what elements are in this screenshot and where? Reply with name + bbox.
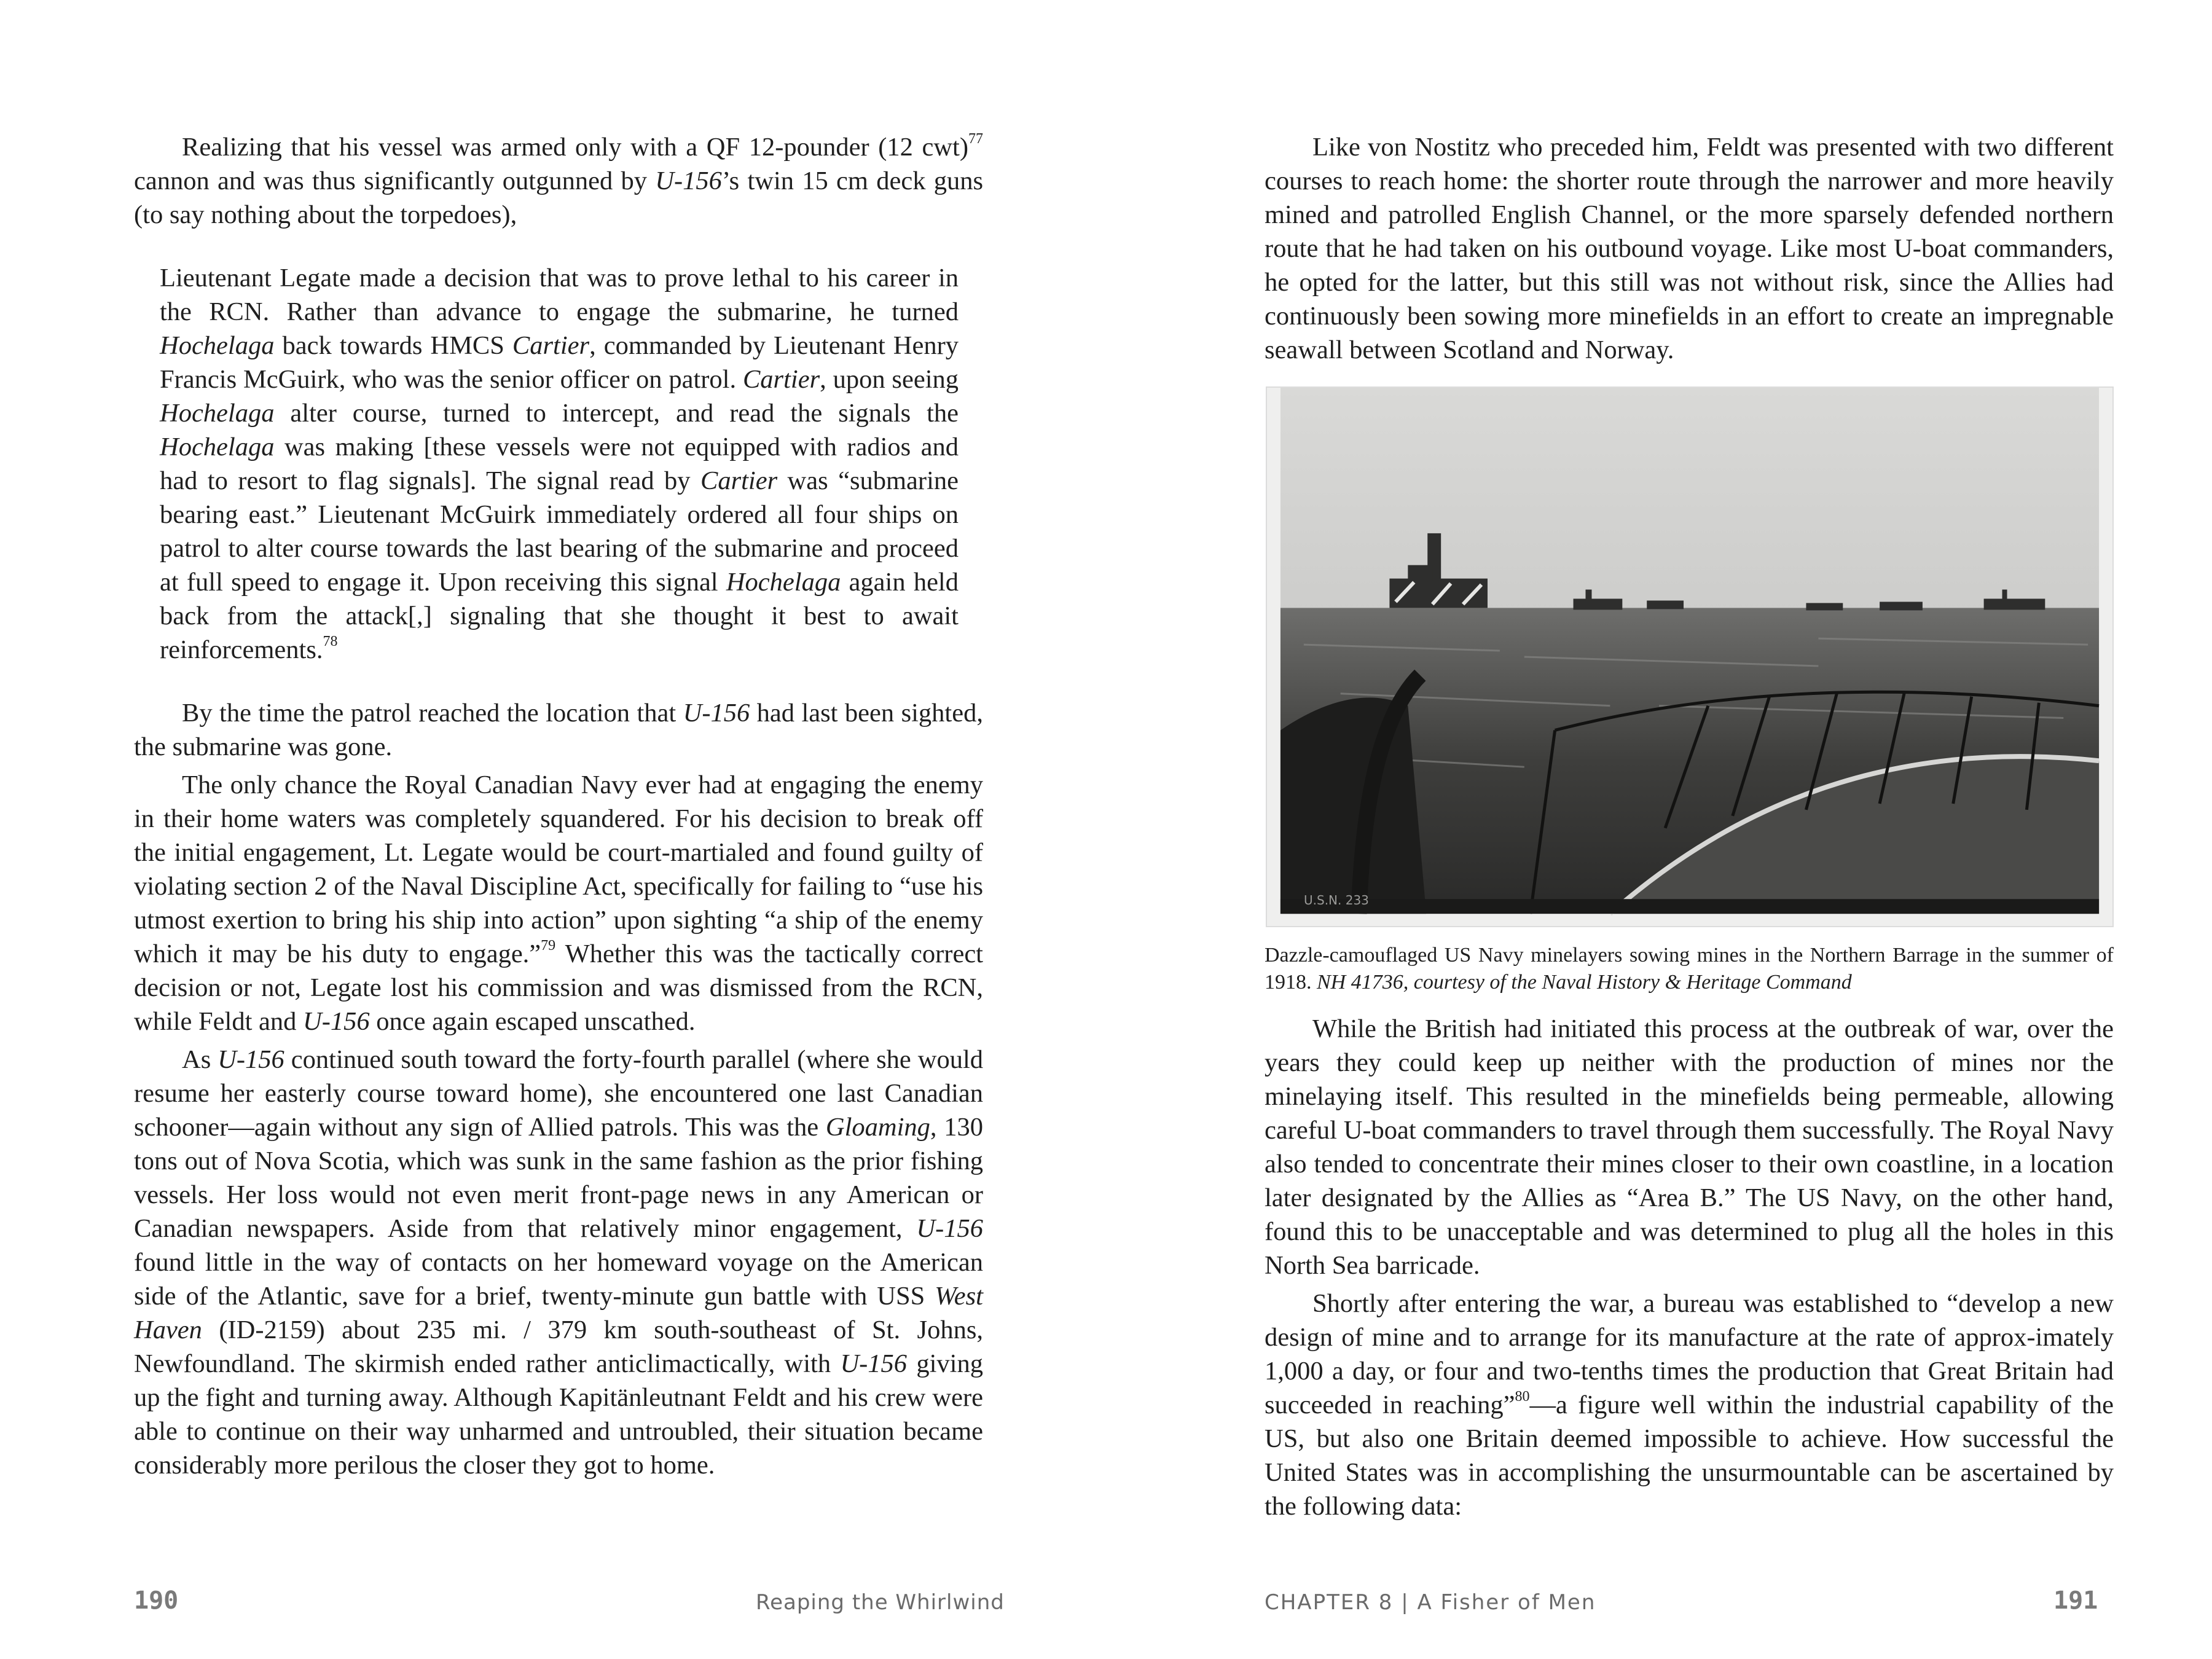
italic-text: Cartier (700, 466, 778, 495)
paragraph-r1: Like von Nostitz who preceded him, Feldt was presented with two different courses to reach home: the shorter route through the narrower and more heavily mined and patrolled English Channel, or the more sparsely defended northern route that he had taken on his outbound voyage. Like most U-boat commanders, he opted for the latter, but this still was not without risk, since the Allies had continuously been sowing more minefields in an effort to create an impregnable seawall between Scotland and Norway. (1265, 133, 2114, 364)
page-number-right: 191 (2053, 1586, 2098, 1615)
left-paragraphs-after (134, 696, 983, 1482)
left-text-column (134, 130, 983, 1486)
footnote-marker: 78 (323, 633, 338, 649)
paragraph-l4: As U-156 continued south toward the forty-fourth parallel (where she would resume her easterly course toward home), she encountered one last Canadian schooner—again without any sign of Allied patrols. This was the Gloaming, 130 tons out of Nova Scotia, which was sunk in the same fashion as the prior fishing vessels. Her loss would not even merit front-page news in any American or Canadian newspapers. Aside from that relatively minor engagement, U-156 found little in the way of contacts on her homeward voyage on the American side of the Atlantic, save for a brief, twenty-minute gun battle with USS West Haven (ID-2159) about 235 mi. / 379 km south-southeast of St. Johns, Newfoundland. The skirmish ended rather anticlimactically, with U-156 giving up the fight and turning away. Although Kapitänleutnant Feldt and his crew were able to continue on their way unharmed and untroubled, their situation became considerably more perilous the closer they got to home. (134, 1045, 984, 1480)
footnote-marker: 79 (541, 938, 556, 954)
footnote-marker: 77 (968, 131, 983, 147)
italic-text: U-156 (303, 1007, 370, 1036)
right-paragraphs-after (1265, 1012, 2114, 1523)
italic-text: Hochelaga (160, 331, 275, 360)
running-head-right: CHAPTER 8 | A Fisher of Men (1265, 1590, 1596, 1615)
right-paragraphs-before (1265, 130, 2114, 367)
minelayers-photograph (1266, 386, 2114, 927)
italic-text: U-156 (218, 1045, 284, 1074)
italic-text: U-156 (655, 167, 722, 195)
italic-text: NH 41736, courtesy of the Naval History & Heritage Command (1317, 971, 1852, 994)
italic-text: Hochelaga (160, 433, 275, 461)
left-paragraphs-before (134, 130, 983, 232)
italic-text: U-156 (683, 699, 750, 728)
paragraph-l1: Realizing that his vessel was armed only with a QF 12-pounder (12 cwt)$^{77}$ cannon and was thus significantly outgunned by U-156’s twin 15 cm deck guns (to say nothing about the torpedoes), (134, 131, 984, 229)
paragraph-r2: While the British had initiated this process at the outbreak of war, over the years they could keep up neither with the production of mines nor the minelaying itself. This resulted in the minefields being permeable, allowing careful U-boat commanders to travel through them successfully. The Royal Navy also tended to concentrate their mines closer to their own coastline, in a location later designated by the Allies as “Area B.” The US Navy, on the other hand, found this to be unacceptable and was determined to plug all the holes in this North Sea barricade. (1265, 1014, 2114, 1280)
italic-text: Gloaming (825, 1113, 930, 1142)
page-number-left: 190 (134, 1586, 179, 1615)
italic-text: Cartier (512, 331, 590, 360)
right-page (1106, 0, 2212, 1659)
italic-text: Cartier (742, 365, 820, 394)
photograph-icon (1267, 388, 2112, 926)
italic-text: Hochelaga (160, 399, 275, 428)
italic-text: West Haven (134, 1282, 983, 1344)
photo-caption: Dazzle-camouflaged US Navy minelayers sowing mines in the Northern Barrage in the summer of 1918. NH 41736, courtesy of the Naval History & Heritage Command (1265, 944, 2114, 994)
block-quote-text: Lieutenant Legate made a decision that was to prove lethal to his career in the RCN. Rather than advance to engage the submarine, he turned Hochelaga back towards HMCS Cartier, commanded by Lieutenant Henry Francis McGuirk, who was the senior officer on patrol. Cartier, upon seeing Hochelaga alter course, turned to intercept, and read the signals the Hochelaga was making [these vessels were not equipped with radios and had to resort to flag signals]. The signal read by Cartier was “submarine bearing east.” Lieutenant McGuirk immediately ordered all four ships on patrol to alter course towards the last bearing of the submarine and proceed at full speed to engage it. Upon receiving this signal Hochelaga again held back from the attack[,] signaling that she thought it best to await reinforcements.$^{78}$ (160, 264, 959, 664)
running-head-left: Reaping the Whirlwind (756, 1590, 1005, 1615)
paragraph-l2: By the time the patrol reached the location that U-156 had last been sighted, the submarine was gone. (134, 699, 983, 761)
right-text-column (1265, 130, 2114, 1528)
italic-text: U-156 (840, 1349, 908, 1378)
paragraph-r3: Shortly after entering the war, a bureau was established to “develop a new design of mine and to arrange for its manufacture at the rate of approx-imately 1,000 a day, or four and two-tenths times the production that Great Britain had succeeded in reaching”$^{80}$—a figure well within the industrial capability of the US, but also one Britain deemed impossible to achieve. How successful the United States was in accomplishing the unsurmountable can be ascertained by the following data: (1265, 1289, 2114, 1521)
footnote-marker: 80 (1515, 1389, 1530, 1405)
italic-text: U-156 (916, 1214, 983, 1243)
italic-text: Hochelaga (726, 568, 841, 597)
photo-corner-mark: U.S.N. 233 (1304, 893, 1369, 908)
paragraph-l3: The only chance the Royal Canadian Navy ever had at engaging the enemy in their home waters was completely squandered. For his decision to break off the initial engagement, Lt. Legate would be court-martialed and found guilty of violating section 2 of the Naval Discipline Act, specifically for failing to “use his utmost exertion to bring his ship into action” upon sighting “a ship of the enemy which it may be his duty to engage.”$^{79}$ Whether this was the tactically correct decision or not, Legate lost his commission and was dismissed from the RCN, while Feldt and U-156 once again escaped unscathed. (134, 771, 983, 1036)
block-quote (160, 261, 959, 667)
